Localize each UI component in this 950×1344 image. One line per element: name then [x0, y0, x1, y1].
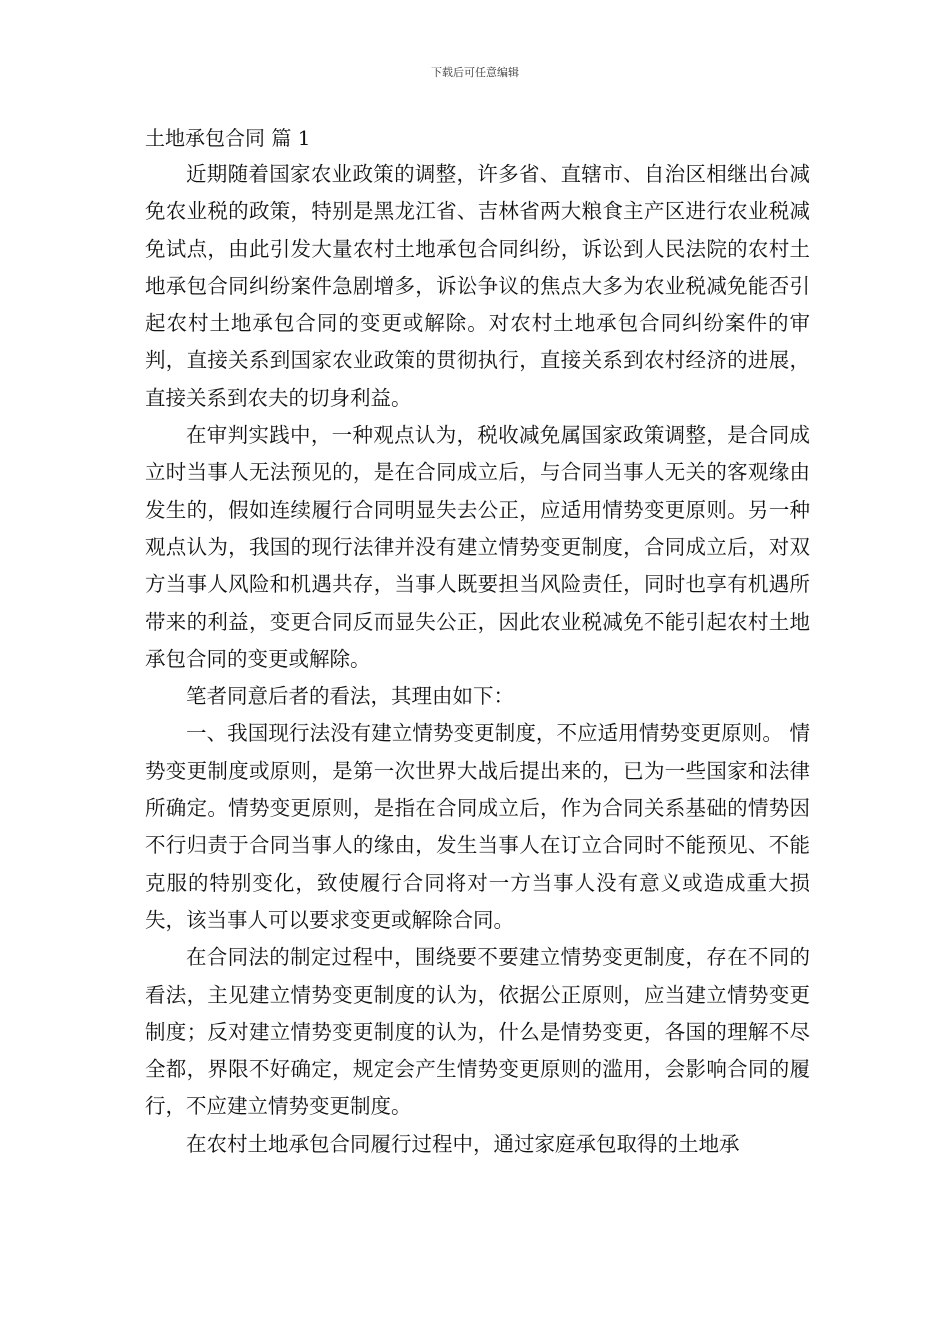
paragraph-intro: 近期随着国家农业政策的调整，许多省、直辖市、自治区相继出台减免农业税的政策，特别是黑龙江省、吉林省两大粮食主产区进行农业税减免试点，由此引发大量农村土地承包合同纠纷，诉讼到人民法院的农村土地承包合同纠纷案件急剧增多，诉讼争议的焦点大多为农业税减免能否引起农村土地承包合同的变更或解除。对农村土地承包合同纠纷案件的审判，直接关系到国家农业政策的贯彻执行，直接关系到农村经济的进展，直接关系到农夫的切身利益。	[145, 162, 810, 410]
paragraph-continuation: 在农村土地承包合同履行过程中，通过家庭承包取得的土地承	[186, 1131, 740, 1156]
paragraph-viewpoints: 在审判实践中，一种观点认为，税收减免属国家政策调整，是合同成立时当事人无法预见的，是在合同成立后，与合同当事人无关的客观缘由发生的，假如连续履行合同明显失去公正，应适用情势变更原则。另一种观点认为，我国的现行法律并没有建立情势变更制度，合同成立后，对双方当事人风险和机遇共存，当事人既要担当风险责任，同时也享有机遇所带来的利益，变更合同反而显失公正，因此农业税减免不能引起农村土地承包合同的变更或解除。	[145, 423, 810, 671]
paragraph-reason-one: 一、我国现行法没有建立情势变更制度，不应适用情势变更原则。 情势变更制度或原则，是第一次世界大战后提出来的，已为一些国家和法律所确定。情势变更原则，是指在合同成立后，作为合同关系基础的情势因不行归责于合同当事人的缘由，发生当事人在订立合同时不能预见、不能克服的特别变化，致使履行合同将对一方当事人没有意义或造成重大损失，该当事人可以要求变更或解除合同。	[145, 721, 810, 932]
header-note: 下载后可任意编辑	[431, 66, 519, 79]
document-title: 土地承包合同 篇 1	[145, 126, 311, 150]
paragraph-legislative-history: 在合同法的制定过程中，围绕要不要建立情势变更制度，存在不同的看法，主见建立情势变更制度的认为，依据公正原则，应当建立情势变更制度；反对建立情势变更制度的认为，什么是情势变更，各国的理解不尽全都，界限不好确定，规定会产生情势变更原则的滥用，会影响合同的履行，不应建立情势变更制度。	[145, 945, 810, 1119]
document-body	[145, 120, 810, 1163]
paragraph-author-view: 笔者同意后者的看法，其理由如下：	[186, 684, 514, 709]
